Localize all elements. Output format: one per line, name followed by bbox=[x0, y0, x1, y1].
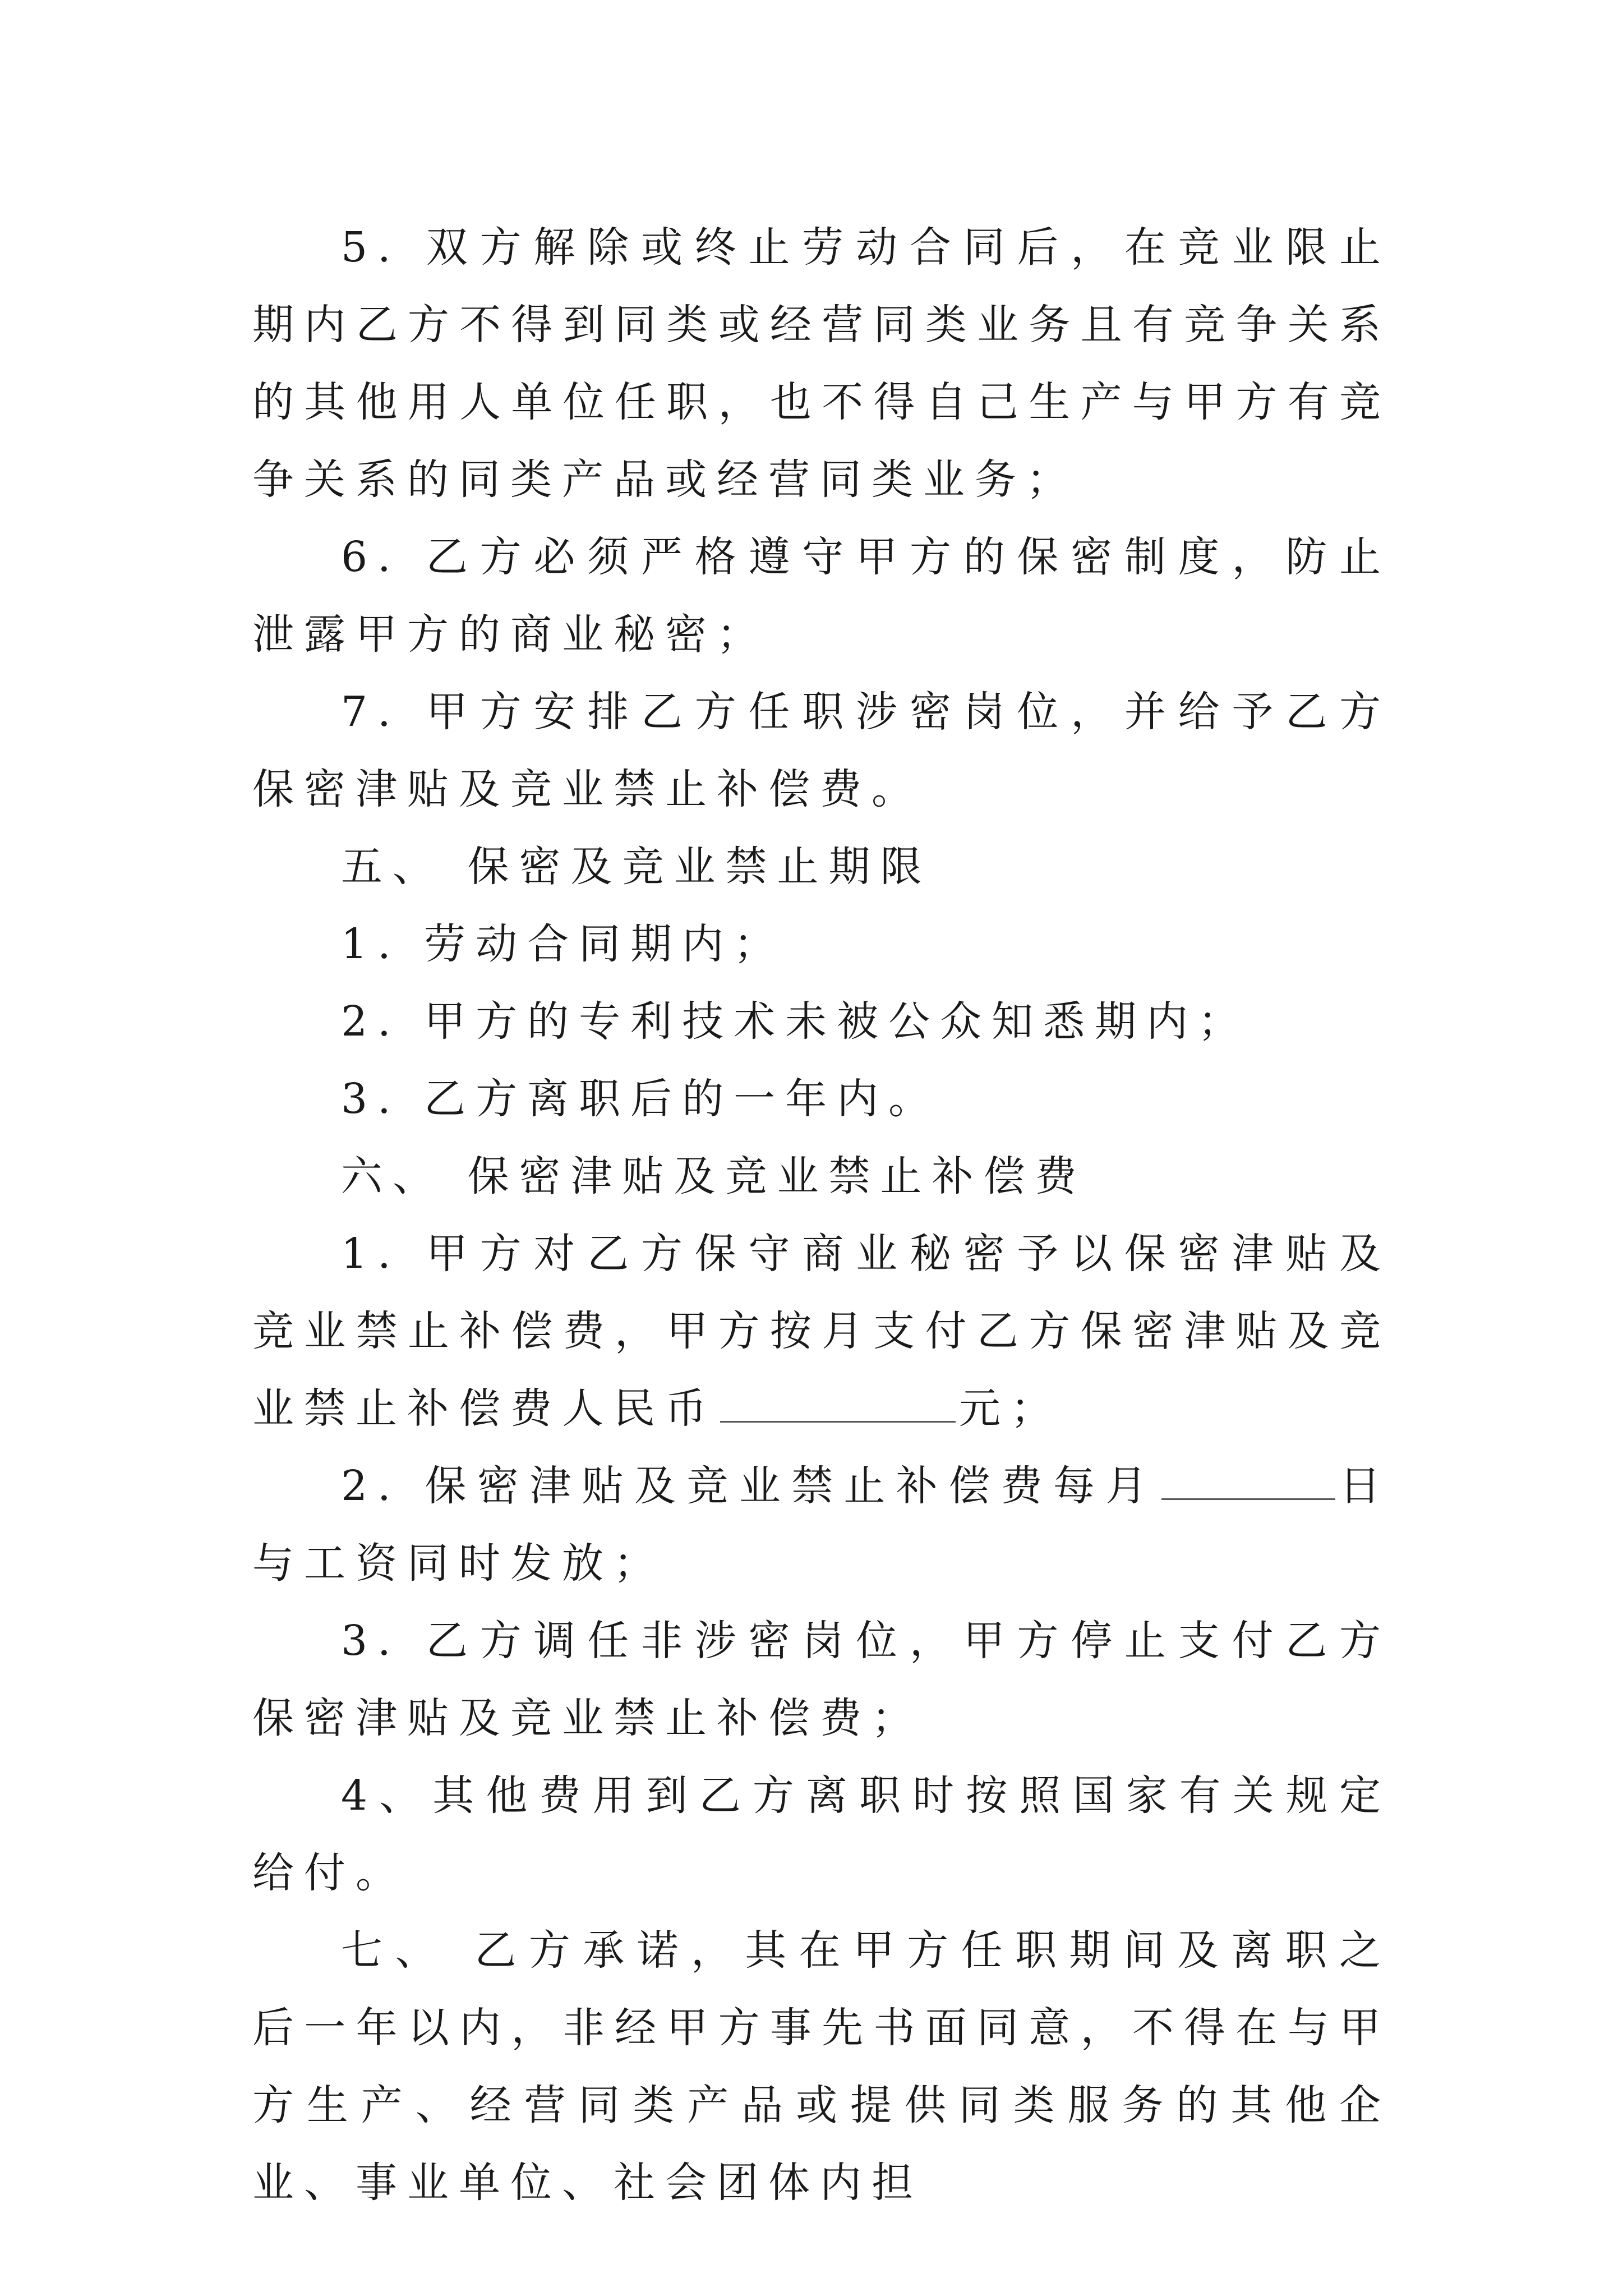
section-6-item-2-text: 2. 保密津贴及竞业禁止补偿费每月 bbox=[341, 1462, 1158, 1510]
section-6-item-1-text: 1. 甲方对乙方保守商业秘密予以保密津贴及竞业禁止补偿费，甲方按月支付乙方保密津贴及竞业禁止补偿费人民币 bbox=[252, 1230, 1391, 1433]
section-7-paragraph: 七、 乙方承诺，其在甲方任职期间及离职之后一年以内，非经甲方事先书面同意，不得在与甲方生产、经营同类产品或提供同类服务的其他企业、事业单位、社会团体内担 bbox=[252, 1926, 1391, 2207]
payday-blank-field[interactable] bbox=[1161, 1448, 1335, 1500]
section-6-item-4: 4、其他费用到乙方离职时按照国家有关规定给付。 bbox=[252, 1772, 1391, 1897]
document-body bbox=[252, 209, 1391, 2221]
section-5-item-2: 2. 甲方的专利技术未被公众知悉期内； bbox=[341, 997, 1250, 1046]
section-5-item-1: 1. 劳动合同期内； bbox=[341, 920, 786, 968]
section-6-item-3: 3. 乙方调任非涉密岗位，甲方停止支付乙方保密津贴及竞业禁止补偿费； bbox=[252, 1617, 1391, 1742]
section-5-heading: 五、 保密及竞业禁止期限 bbox=[341, 843, 932, 891]
clause-4-item-6: 6. 乙方必须严格遵守甲方的保密制度，防止泄露甲方的商业秘密； bbox=[252, 533, 1391, 659]
amount-blank-field[interactable] bbox=[720, 1370, 956, 1423]
section-5-item-3: 3. 乙方离职后的一年内。 bbox=[341, 1075, 940, 1123]
section-6-item-2-suffix: 日与工资同时发放； bbox=[252, 1462, 1391, 1588]
clause-4-item-5: 5. 双方解除或终止劳动合同后，在竞业限止期内乙方不得到同类或经营同类业务且有竞争关系的其他用人单位任职，也不得自己生产与甲方有竞争关系的同类产品或经营同类业务； bbox=[252, 223, 1391, 504]
clause-4-item-7: 7. 甲方安排乙方任职涉密岗位，并给予乙方保密津贴及竞业禁止补偿费。 bbox=[252, 688, 1391, 813]
section-6-item-1 bbox=[252, 1215, 1391, 1447]
section-6-item-2 bbox=[252, 1447, 1391, 1602]
section-6-item-1-suffix: 元； bbox=[959, 1384, 1062, 1433]
section-6-heading: 六、 保密津贴及竞业禁止补偿费 bbox=[341, 1152, 1087, 1200]
